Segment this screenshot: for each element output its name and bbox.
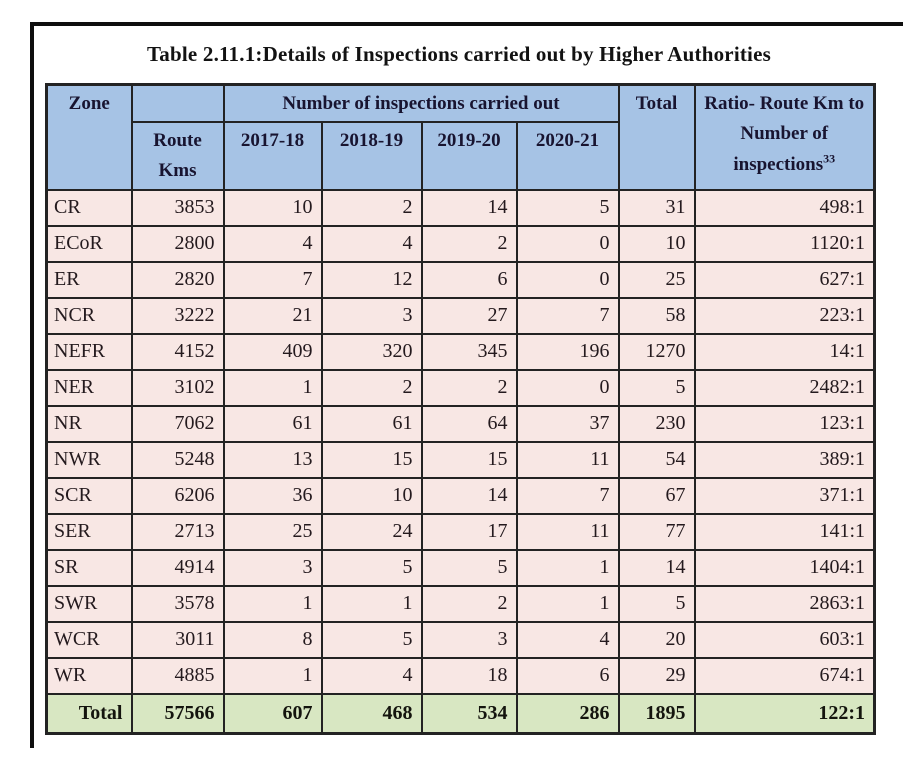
cell-2018-19: 24: [322, 514, 422, 550]
cell-2019-20: 534: [422, 694, 517, 734]
cell-2017-18: 8: [224, 622, 322, 658]
ratio-superscript: 33: [823, 151, 836, 166]
header-year-2020-21: 2020-21: [517, 122, 619, 190]
cell-ratio: 2863:1: [695, 586, 875, 622]
cell-route-kms: 3011: [132, 622, 224, 658]
cell-2019-20: 15: [422, 442, 517, 478]
table-row: [47, 622, 875, 658]
cell-2017-18: 7: [224, 262, 322, 298]
cell-zone: SWR: [47, 586, 132, 622]
cell-route-kms: 3578: [132, 586, 224, 622]
cell-2018-19: 2: [322, 190, 422, 226]
cell-total: 31: [619, 190, 695, 226]
cell-route-kms: 4885: [132, 658, 224, 694]
table-row: [47, 190, 875, 226]
table-row: [47, 550, 875, 586]
cell-total: 77: [619, 514, 695, 550]
cell-2018-19: 12: [322, 262, 422, 298]
cell-2019-20: 2: [422, 370, 517, 406]
cell-2019-20: 14: [422, 478, 517, 514]
cell-2017-18: 1: [224, 658, 322, 694]
cell-route-kms: 2820: [132, 262, 224, 298]
cell-2018-19: 4: [322, 658, 422, 694]
cell-ratio: 1120:1: [695, 226, 875, 262]
total-row: [47, 694, 875, 734]
cell-zone: SER: [47, 514, 132, 550]
cell-2020-21: 286: [517, 694, 619, 734]
inspections-table: [45, 83, 876, 735]
ratio-label: Ratio- Route Km to Number of inspections: [704, 93, 865, 175]
cell-2020-21: 5: [517, 190, 619, 226]
cell-zone: WR: [47, 658, 132, 694]
cell-ratio: 674:1: [695, 658, 875, 694]
cell-2020-21: 1: [517, 550, 619, 586]
table-row: [47, 370, 875, 406]
cell-2017-18: 36: [224, 478, 322, 514]
cell-2019-20: 345: [422, 334, 517, 370]
table-row: [47, 478, 875, 514]
cell-ratio: 123:1: [695, 406, 875, 442]
header-empty-cell: [132, 85, 224, 122]
cell-total: 5: [619, 370, 695, 406]
cell-2020-21: 7: [517, 298, 619, 334]
cell-2017-18: 61: [224, 406, 322, 442]
cell-2020-21: 11: [517, 514, 619, 550]
cell-route-kms: 7062: [132, 406, 224, 442]
cell-2017-18: 10: [224, 190, 322, 226]
cell-route-kms: 5248: [132, 442, 224, 478]
cell-2017-18: 409: [224, 334, 322, 370]
header-total: Total: [619, 85, 695, 190]
cell-2019-20: 2: [422, 586, 517, 622]
cell-route-kms: 3102: [132, 370, 224, 406]
table-row: [47, 586, 875, 622]
cell-total: 14: [619, 550, 695, 586]
cell-ratio: 498:1: [695, 190, 875, 226]
cell-ratio: 1404:1: [695, 550, 875, 586]
cell-2018-19: 5: [322, 622, 422, 658]
cell-2017-18: 13: [224, 442, 322, 478]
cell-zone: NWR: [47, 442, 132, 478]
cell-2018-19: 320: [322, 334, 422, 370]
cell-2018-19: 5: [322, 550, 422, 586]
cell-route-kms: 2713: [132, 514, 224, 550]
cell-total: 29: [619, 658, 695, 694]
cell-2018-19: 2: [322, 370, 422, 406]
cell-ratio: 371:1: [695, 478, 875, 514]
cell-2020-21: 7: [517, 478, 619, 514]
cell-2020-21: 1: [517, 586, 619, 622]
cell-2020-21: 0: [517, 226, 619, 262]
cell-route-kms: 4152: [132, 334, 224, 370]
cell-route-kms: 3222: [132, 298, 224, 334]
cell-2017-18: 25: [224, 514, 322, 550]
header-route-kms: Route Kms: [132, 122, 224, 190]
cell-2018-19: 15: [322, 442, 422, 478]
cell-zone: NEFR: [47, 334, 132, 370]
cell-zone: NR: [47, 406, 132, 442]
cell-2018-19: 10: [322, 478, 422, 514]
cell-total: 230: [619, 406, 695, 442]
cell-2017-18: 1: [224, 370, 322, 406]
cell-zone: SR: [47, 550, 132, 586]
table-row: [47, 226, 875, 262]
table-body: [47, 190, 875, 734]
cell-2017-18: 3: [224, 550, 322, 586]
cell-zone: ECoR: [47, 226, 132, 262]
table-row: [47, 442, 875, 478]
cell-2019-20: 17: [422, 514, 517, 550]
cell-route-kms: 3853: [132, 190, 224, 226]
header-inspections-group: Number of inspections carried out: [224, 85, 619, 122]
cell-2019-20: 18: [422, 658, 517, 694]
cell-2020-21: 196: [517, 334, 619, 370]
header-ratio: [695, 85, 875, 190]
cell-zone: Total: [47, 694, 132, 734]
table-row: [47, 514, 875, 550]
cell-route-kms: 6206: [132, 478, 224, 514]
cell-2018-19: 61: [322, 406, 422, 442]
cell-2017-18: 21: [224, 298, 322, 334]
cell-ratio: 141:1: [695, 514, 875, 550]
cell-2019-20: 6: [422, 262, 517, 298]
cell-total: 54: [619, 442, 695, 478]
page-border-left: [30, 22, 34, 748]
table-row: [47, 262, 875, 298]
cell-ratio: 389:1: [695, 442, 875, 478]
table-row: [47, 658, 875, 694]
cell-ratio: 223:1: [695, 298, 875, 334]
cell-2019-20: 64: [422, 406, 517, 442]
table-row: [47, 406, 875, 442]
cell-total: 25: [619, 262, 695, 298]
cell-2019-20: 27: [422, 298, 517, 334]
cell-ratio: 627:1: [695, 262, 875, 298]
page-border-top: [30, 22, 903, 26]
header-row-1: [47, 85, 875, 122]
header-year-2018-19: 2018-19: [322, 122, 422, 190]
cell-ratio: 2482:1: [695, 370, 875, 406]
cell-2018-19: 1: [322, 586, 422, 622]
cell-2020-21: 4: [517, 622, 619, 658]
cell-route-kms: 2800: [132, 226, 224, 262]
cell-2020-21: 0: [517, 262, 619, 298]
header-zone: Zone: [47, 85, 132, 190]
cell-2018-19: 3: [322, 298, 422, 334]
cell-2017-18: 1: [224, 586, 322, 622]
cell-2020-21: 11: [517, 442, 619, 478]
cell-2019-20: 14: [422, 190, 517, 226]
cell-2019-20: 3: [422, 622, 517, 658]
cell-ratio: 603:1: [695, 622, 875, 658]
cell-total: 67: [619, 478, 695, 514]
cell-2018-19: 468: [322, 694, 422, 734]
cell-total: 1270: [619, 334, 695, 370]
cell-zone: NCR: [47, 298, 132, 334]
cell-route-kms: 4914: [132, 550, 224, 586]
header-year-2019-20: 2019-20: [422, 122, 517, 190]
cell-total: 5: [619, 586, 695, 622]
cell-zone: CR: [47, 190, 132, 226]
cell-2019-20: 5: [422, 550, 517, 586]
cell-route-kms: 57566: [132, 694, 224, 734]
cell-2020-21: 6: [517, 658, 619, 694]
cell-total: 20: [619, 622, 695, 658]
page-title: Table 2.11.1:Details of Inspections carried out by Higher Authorities: [147, 42, 771, 66]
cell-zone: WCR: [47, 622, 132, 658]
cell-2020-21: 37: [517, 406, 619, 442]
cell-total: 1895: [619, 694, 695, 734]
header-year-2017-18: 2017-18: [224, 122, 322, 190]
table-row: [47, 334, 875, 370]
cell-ratio: 14:1: [695, 334, 875, 370]
cell-zone: NER: [47, 370, 132, 406]
table-row: [47, 298, 875, 334]
cell-total: 58: [619, 298, 695, 334]
cell-2019-20: 2: [422, 226, 517, 262]
cell-2018-19: 4: [322, 226, 422, 262]
cell-zone: SCR: [47, 478, 132, 514]
cell-ratio: 122:1: [695, 694, 875, 734]
cell-2020-21: 0: [517, 370, 619, 406]
cell-2017-18: 607: [224, 694, 322, 734]
cell-total: 10: [619, 226, 695, 262]
cell-zone: ER: [47, 262, 132, 298]
cell-2017-18: 4: [224, 226, 322, 262]
